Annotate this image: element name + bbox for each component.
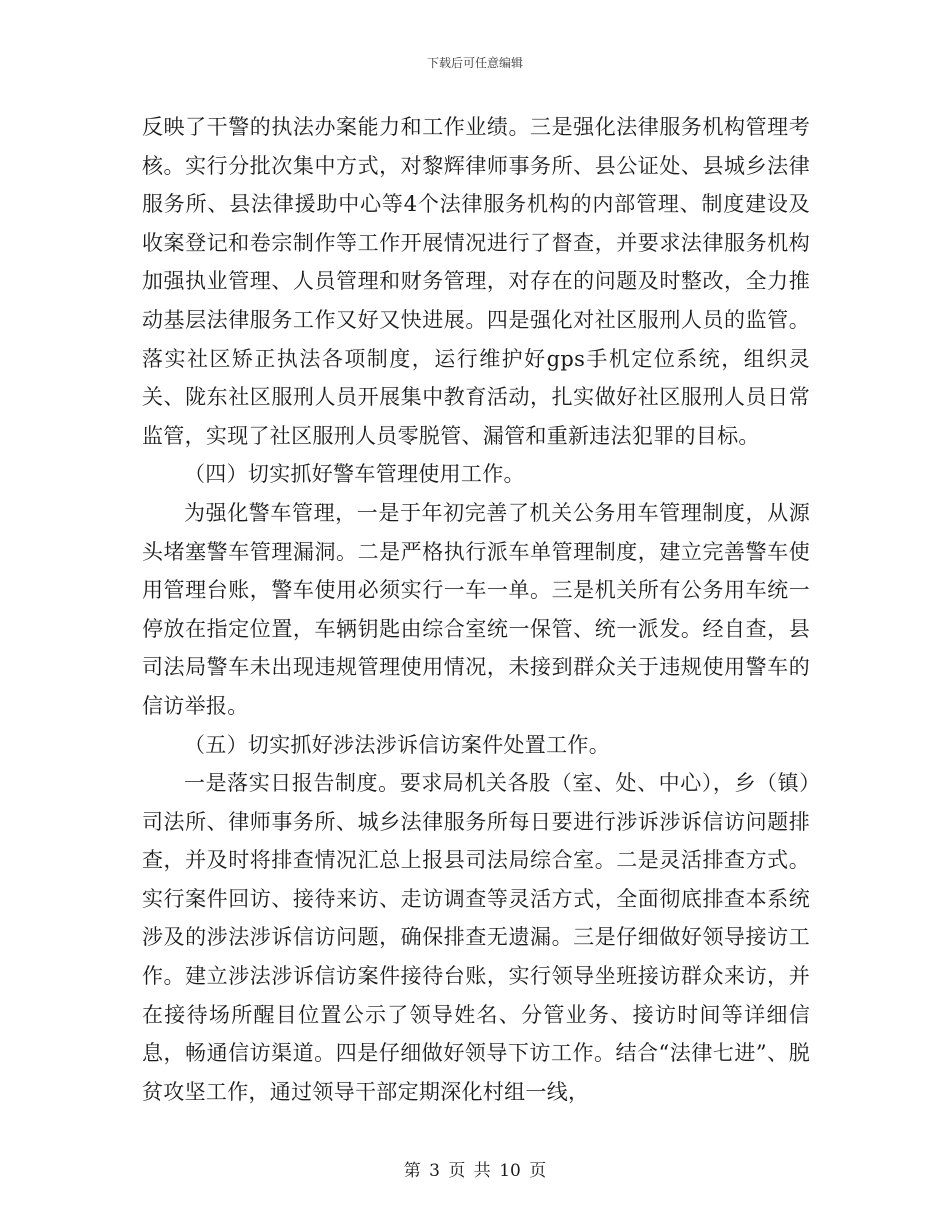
section-heading-4: （四）切实抓好警车管理使用工作。 (184, 462, 525, 487)
paragraph-vehicle-management: 为强化警车管理，一是于年初完善了机关公务用车管理制度，从源头堵塞警车管理漏洞。二是严格执行派车单管理制度，建立完善警车使用管理台账，警车使用必须实行一车一单。三是机关所有公务用车统一停放在指定位置，车辆钥匙由综合室统一保管、统一派发。经自查，县司法局警车未出现违规管理使用情况，未接到群众关于违规使用警车的信访举报。 (142, 500, 810, 718)
document-body (142, 108, 810, 1111)
section-heading-5: （五）切实抓好涉法涉诉信访案件处置工作。 (184, 732, 610, 757)
paragraph-continuation: 反映了干警的执法办案能力和工作业绩。三是强化法律服务机构管理考核。实行分批次集中方式，对黎辉律师事务所、县公证处、县城乡法律服务所、县法律援助中心等4个法律服务机构的内部管理、制度建设及收案登记和卷宗制作等工作开展情况进行了督查，并要求法律服务机构加强执业管理、人员管理和财务管理，对存在的问题及时整改，全力推动基层法律服务工作又好又快进展。四是强化对社区服刑人员的监管。落实社区矫正执法各项制度，运行维护好gps手机定位系统，组织灵关、陇东社区服刑人员开展集中教育活动，扎实做好社区服刑人员日常监管，实现了社区服刑人员零脱管、漏管和重新违法犯罪的目标。 (142, 115, 810, 448)
page-number: 第 3 页 共 10 页 (403, 1161, 547, 1181)
header-note: 下载后可任意编辑 (426, 56, 523, 70)
paragraph-petition-handling: 一是落实日报告制度。要求局机关各股（室、处、中心），乡（镇）司法所、律师事务所、城乡法律服务所每日要进行涉诉涉诉信访问题排查，并及时将排查情况汇总上报县司法局综合室。二是灵活排查方式。实行案件回访、接待来访、走访调查等灵活方式，全面彻底排查本系统涉及的涉法涉诉信访问题，确保排查无遗漏。三是仔细做好领导接访工作。建立涉法涉诉信访案件接待台账，实行领导坐班接访群众来访，并在接待场所醒目位置公示了领导姓名、分管业务、接访时间等详细信息，畅通信访渠道。四是仔细做好领导下访工作。结合“法律七进”、脱贫攻坚工作，通过领导干部定期深化村组一线， (142, 771, 810, 1104)
